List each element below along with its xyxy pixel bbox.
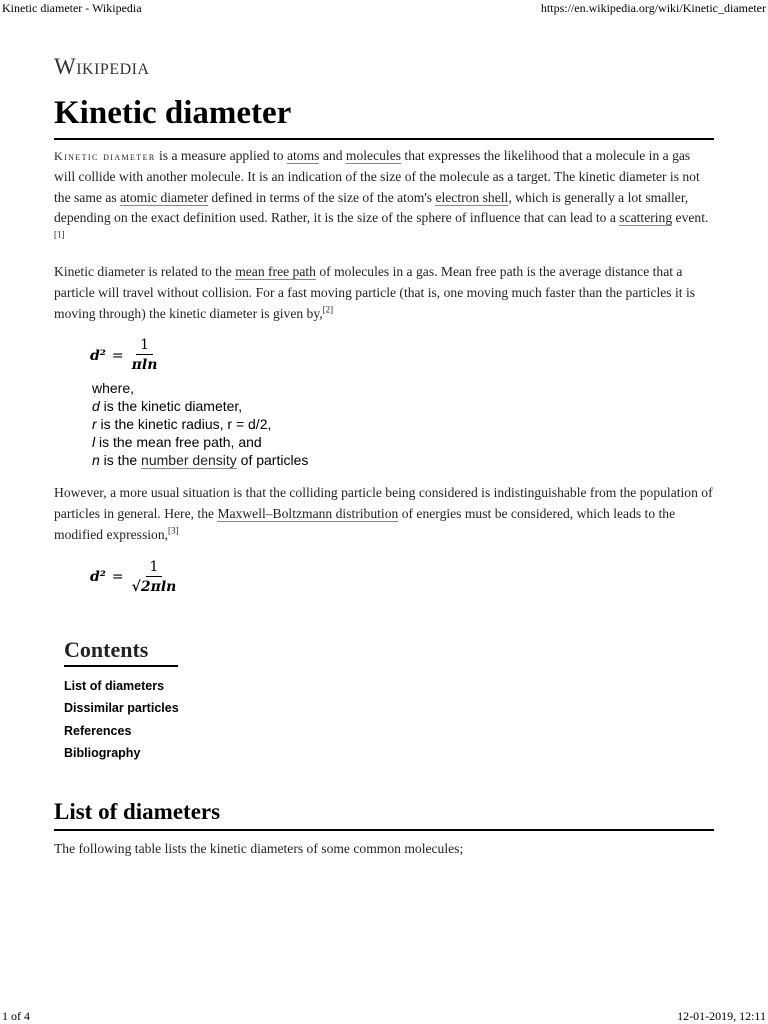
formula2-fraction xyxy=(132,558,177,597)
variable-definitions xyxy=(92,379,714,469)
reference-2[interactable]: [2] xyxy=(322,304,334,315)
lead-term: Kinetic diameter xyxy=(54,149,156,163)
formula2-equals: = xyxy=(111,569,124,586)
toc-item-list-of-diameters[interactable]: List of diameters xyxy=(64,678,165,693)
link-atoms[interactable]: atoms xyxy=(286,148,320,163)
maxwell-paragraph: However, a more usual situation is that the colliding particle being considered is indistinguishable from the population of particles in general. Here, the Maxwell–Boltzmann distribution of energies must be considered, which leads to the modified expression,[3] xyxy=(54,485,713,542)
definition-d: d is the kinetic diameter, xyxy=(92,398,243,415)
print-header-url: https://en.wikipedia.org/wiki/Kinetic_diameter xyxy=(540,1,766,15)
link-atomic-diameter[interactable]: atomic diameter xyxy=(120,189,209,205)
definition-n: n is the number density of particles xyxy=(92,452,309,469)
formula2-lhs: d² xyxy=(90,569,106,586)
where-intro: where, xyxy=(92,380,135,397)
definition-l: l is the mean free path, and xyxy=(92,434,262,451)
section-title-list-of-diameters: List of diameters xyxy=(54,797,714,831)
formula-numerator: 1 xyxy=(136,336,153,355)
formula-equals: = xyxy=(111,347,124,364)
formula-fraction xyxy=(132,336,158,375)
article-content xyxy=(54,52,714,872)
reference-1[interactable]: [1] xyxy=(54,229,65,240)
table-of-contents xyxy=(64,637,179,765)
link-scattering[interactable]: scattering xyxy=(619,210,673,226)
wikipedia-logo[interactable]: Wikipedia xyxy=(54,54,150,79)
link-mean-free-path[interactable]: mean free path xyxy=(235,263,316,279)
section-intro-text: The following table lists the kinetic diameters of some common molecules; xyxy=(54,840,464,856)
formula2-numerator: 1 xyxy=(146,558,163,577)
toc-item-dissimilar-particles[interactable]: Dissimilar particles xyxy=(64,701,179,716)
formula-denominator: πln xyxy=(131,357,158,374)
print-header-title: Kinetic diameter - Wikipedia xyxy=(2,1,142,15)
page-number: 1 of 4 xyxy=(2,1009,30,1023)
link-electron-shell[interactable]: electron shell xyxy=(435,189,509,205)
formula-modified xyxy=(90,558,714,597)
print-header xyxy=(0,0,768,16)
print-timestamp: 12-01-2019, 12:11 xyxy=(677,1009,766,1023)
definition-r: r is the kinetic radius, r = d/2, xyxy=(92,416,272,433)
contents-title: Contents xyxy=(64,637,178,667)
reference-3[interactable]: [3] xyxy=(168,525,179,536)
intro-paragraph: Kinetic diameter is a measure applied to atoms and molecules that expresses the likelihood that a molecule in a gas will collide with another molecule. It is an indication of the size of the molecule as a target. The kinetic diameter is not the same as atomic diameter defined in terms of the size of the atom's electron shell, which is generally a lot smaller, depending on the exact definition used. Rather, it is the size of the sphere of influence that can lead to a scattering event.[1] xyxy=(54,148,709,240)
toc-item-references[interactable]: References xyxy=(64,723,132,738)
print-footer xyxy=(0,1008,768,1024)
link-molecules[interactable]: molecules xyxy=(345,148,402,163)
mean-free-path-paragraph: Kinetic diameter is related to the mean free path of molecules in a gas. Mean free path is the average distance that a particle will travel without collision. For a fast moving particle (that is, one moving much faster than the particles it is moving through) the kinetic diameter is given by,[2] xyxy=(54,263,696,321)
link-maxwell-boltzmann[interactable]: Maxwell–Boltzmann distribution xyxy=(217,506,399,522)
formula-kinetic-diameter xyxy=(90,336,714,375)
formula2-denominator: √2πln xyxy=(131,578,177,595)
toc-item-bibliography[interactable]: Bibliography xyxy=(64,746,141,761)
formula-lhs: d² xyxy=(90,347,106,364)
link-number-density[interactable]: number density xyxy=(141,452,237,469)
page-title: Kinetic diameter xyxy=(54,90,714,140)
